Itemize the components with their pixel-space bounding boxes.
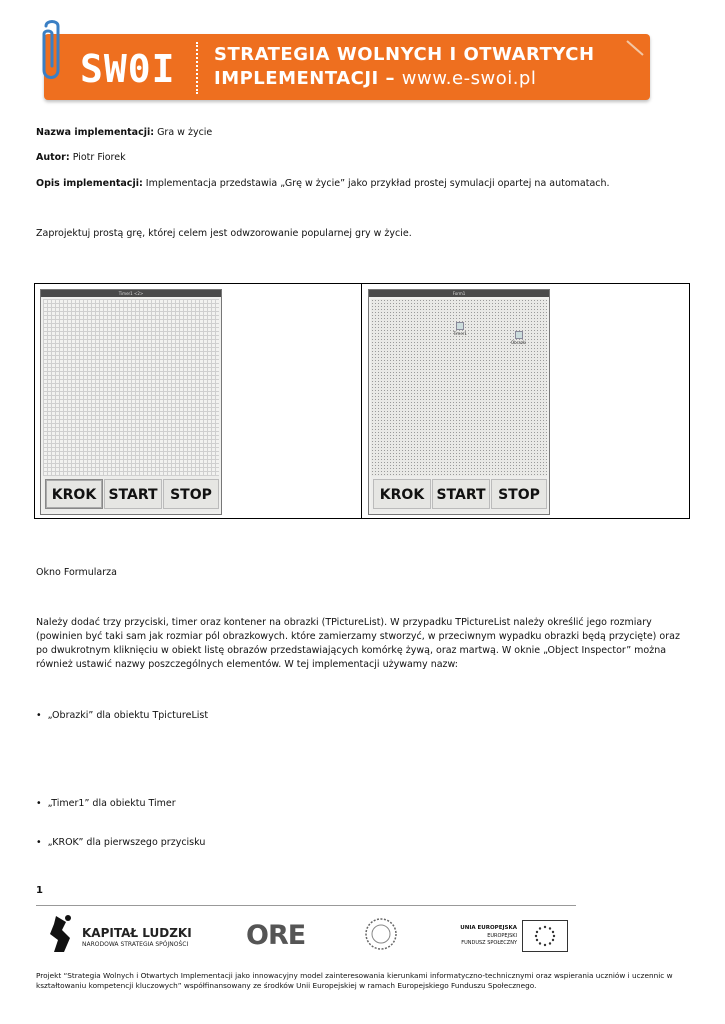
banner-title-prefix: IMPLEMENTACJI –: [214, 68, 402, 89]
screenshots-divider: [361, 283, 362, 519]
project-footnote: Projekt “Strategia Wolnych i Otwartych Implementacji jako innowacyjny model zainteresowania kierunkami informatyczno-technicznymi oraz wspierania uczniów i uczennic w kształtowaniu kompetencji kluczowych” współfinansowany ze środków Unii Europejskiej w ramach Europejskiego Funduszu Społecznego.: [36, 971, 673, 990]
list-item: • „Obrazki” dla obiektu TpictureList: [36, 710, 209, 721]
start-button[interactable]: START: [104, 479, 162, 509]
krok-button[interactable]: KROK: [373, 479, 431, 509]
swoi-logo: SW0I: [80, 47, 176, 91]
page-number: 1: [36, 885, 43, 896]
description-value: Implementacja przedstawia „Grę w życie” jako przykład prostej symulacji opartej na automatach.: [142, 178, 610, 189]
ore-logo: ORE: [246, 920, 306, 951]
list-item-text: „Obrazki” dla obiektu TpictureList: [47, 710, 209, 721]
intro-text: Zaprojektuj prostą grę, której celem jest odwzorowanie popularnej gry w życie.: [36, 228, 412, 239]
paperclip-icon: [36, 18, 70, 88]
fwioo-seal-icon: [364, 917, 398, 951]
banner-title-line1: STRATEGIA WOLNYCH I OTWARTYCH: [214, 44, 595, 65]
banner-title-line2: [214, 68, 536, 89]
form-window-runtime: [40, 289, 222, 515]
picturelist-component-label: Obrazki: [511, 340, 527, 345]
krok-button[interactable]: KROK: [45, 479, 103, 509]
kapital-ludzki-subtitle: NARODOWA STRATEGIA SPÓJNOŚCI: [82, 941, 189, 948]
list-item-text: „Timer1” dla obiektu Timer: [47, 798, 176, 809]
author-value: Piotr Fiorek: [69, 152, 126, 163]
kapital-ludzki-title: KAPITAŁ LUDZKI: [82, 926, 192, 940]
author-label: Autor:: [36, 152, 70, 163]
button-bar: [371, 476, 547, 512]
picturelist-icon: [515, 331, 523, 339]
list-item-text: „KROK” dla pierwszego przycisku: [47, 837, 206, 848]
eu-label-line1: UNIA EUROPEJSKA: [460, 925, 517, 931]
list-item: • „Timer1” dla obiektu Timer: [36, 798, 176, 809]
stop-button[interactable]: STOP: [491, 479, 547, 509]
implementation-name: [36, 126, 686, 140]
button-bar: [43, 476, 219, 512]
timer-component-label: Timer1: [453, 331, 467, 336]
window-titlebar: Timer1 <2>: [41, 290, 221, 297]
eu-flag-icon: [522, 920, 568, 952]
figure-caption: Okno Formularza: [36, 567, 117, 578]
eu-label-line3: FUNDUSZ SPOŁECZNY: [461, 940, 517, 946]
picturelist-component[interactable]: [511, 331, 526, 345]
description: [36, 177, 686, 191]
banner-separator: [196, 42, 198, 94]
description-label: Opis implementacji:: [36, 178, 143, 189]
pin-icon: [624, 38, 646, 60]
implementation-name-label: Nazwa implementacji:: [36, 127, 155, 138]
start-button[interactable]: START: [432, 479, 490, 509]
banner-url: www.e-swoi.pl: [401, 68, 537, 89]
timer-component[interactable]: [453, 322, 467, 336]
implementation-name-value: Gra w życie: [154, 127, 213, 138]
kapital-ludzki-logo-icon: [42, 912, 78, 958]
timer-icon: [456, 322, 464, 330]
author: [36, 151, 686, 165]
footer-divider: [36, 905, 576, 906]
form-window-designer: [368, 289, 550, 515]
eu-label-line2: EUROPEJSKI: [487, 933, 517, 939]
body-paragraph: Należy dodać trzy przyciski, timer oraz kontener na obrazki (TPictureList). W przypadku TPictureList należy określić jego rozmiary (powinien być taki sam jak rozmiar pól obrazkowych. które zamierzamy stworzyć, w przeciwnym wypadku obrazki będą przycięte) oraz po dwukrotnym kliknięciu w obiekt listę obrazów przedstawiających komórkę żywą, oraz martwą. W oknie „Object Inspector” można również ustawić nazwy poszczególnych elementów. W tej implementacji używamy nazw:: [36, 617, 680, 670]
list-item: • „KROK” dla pierwszego przycisku: [36, 837, 206, 848]
window-titlebar: Form1: [369, 290, 549, 297]
stop-button[interactable]: STOP: [163, 479, 219, 509]
